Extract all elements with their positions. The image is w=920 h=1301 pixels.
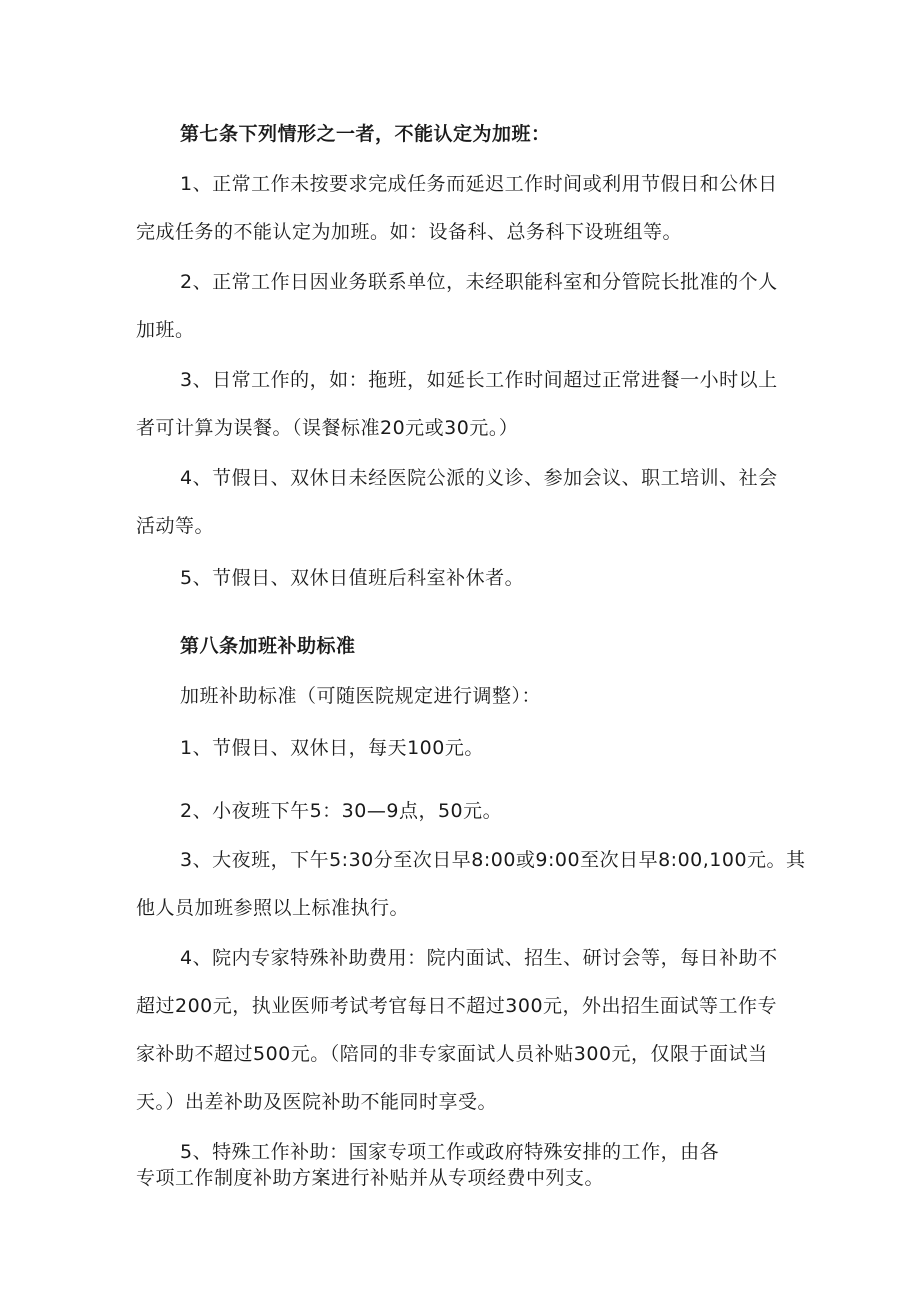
article-7-item-2-line-1: 2、正常工作日因业务联系单位，未经职能科室和分管院长批准的个人 [180, 271, 778, 293]
article-8-item-3-line-1: 3、大夜班，下午5:30分至次日早8:00或9:00至次日早8:00,100元。其 [180, 849, 806, 871]
article-8-item-2-line-1: 2、小夜班下午5：30—9点，50元。 [180, 800, 503, 822]
article-7-item-4-line-1: 4、节假日、双休日未经医院公派的义诊、参加会议、职工培训、社会 [180, 467, 778, 489]
article-8-item-4-line-3: 家补助不超过500元。（陪同的非专家面试人员补贴300元，仅限于面试当 [136, 1043, 768, 1065]
article-7-item-2-line-2: 加班。 [136, 319, 195, 341]
article-8-item-4-line-4: 天。）出差补助及医院补助不能同时享受。 [136, 1091, 498, 1113]
article-8-heading: 第八条加班补助标准 [180, 635, 356, 657]
article-7-item-1-line-1: 1、正常工作未按要求完成任务而延迟工作时间或利用节假日和公休日 [180, 173, 778, 195]
article-8-item-3-line-2: 他人员加班参照以上标准执行。 [136, 897, 410, 919]
article-8-item-4-line-2: 超过200元，执业医师考试考官每日不超过300元，外出招生面试等工作专 [136, 995, 778, 1017]
article-8-intro: 加班补助标准（可随医院规定进行调整）： [180, 685, 542, 707]
article-7-item-5-line-1: 5、节假日、双休日值班后科室补休者。 [180, 567, 525, 589]
article-7-item-1-line-2: 完成任务的不能认定为加班。如：设备科、总务科下设班组等。 [136, 221, 683, 243]
article-7-item-3-line-2: 者可计算为误餐。（误餐标准20元或30元。） [136, 417, 519, 439]
article-7-item-4-line-2: 活动等。 [136, 515, 215, 537]
article-8-item-4-line-1: 4、院内专家特殊补助费用：院内面试、招生、研讨会等，每日补助不 [180, 947, 778, 969]
article-8-item-5-line-2: 专项工作制度补助方案进行补贴并从专项经费中列支。 [136, 1167, 605, 1189]
article-8-item-1-line-1: 1、节假日、双休日，每天100元。 [180, 737, 484, 759]
article-7-item-3-line-1: 3、日常工作的，如：拖班，如延长工作时间超过正常进餐一小时以上 [180, 369, 778, 391]
article-7-heading: 第七条下列情形之一者，不能认定为加班： [180, 123, 551, 145]
article-8-item-5-line-1: 5、特殊工作补助：国家专项工作或政府特殊安排的工作，由各 [180, 1141, 720, 1163]
